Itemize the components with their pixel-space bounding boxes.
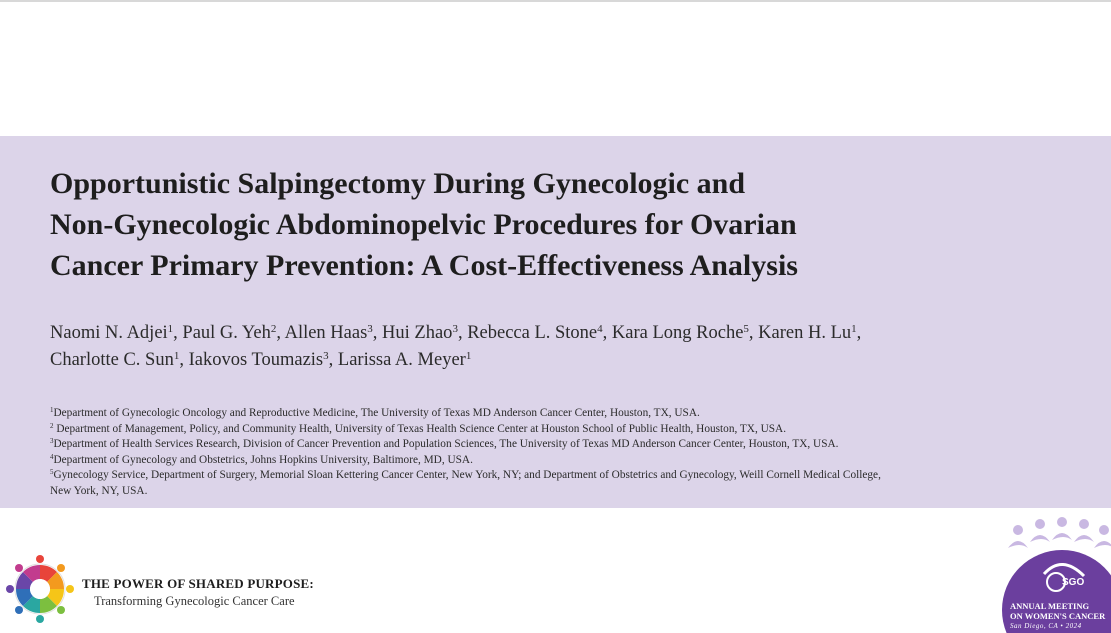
author-affiliation-mark: 4	[597, 323, 603, 335]
affiliation-item	[50, 484, 1090, 500]
affiliation-list	[50, 406, 1090, 499]
author-name: Charlotte C. Sun	[50, 350, 174, 370]
title-line: Cancer Primary Prevention: A Cost-Effectiveness Analysis	[50, 249, 798, 282]
author-affiliation-mark: 5	[743, 323, 749, 335]
sgo-line: ON WOMEN'S CANCER	[1010, 611, 1106, 621]
title-line: Opportunistic Salpingectomy During Gynecologic and	[50, 167, 746, 200]
author-separator: ,	[748, 323, 759, 343]
author-separator: ,	[602, 323, 612, 343]
sgo-line: San Diego, CA • 2024	[1010, 622, 1082, 630]
affiliation-number: 4	[50, 452, 54, 461]
author-separator: ,	[856, 323, 862, 343]
author-list	[50, 320, 1090, 374]
author-name: Allen Haas	[284, 323, 368, 343]
affiliation-number: 5	[50, 468, 54, 476]
author-name: Karen H. Lu	[758, 323, 852, 343]
author-separator: ,	[276, 323, 285, 343]
affiliation-text: New York, NY, USA.	[50, 484, 148, 497]
sgo-line: ANNUAL MEETING	[1010, 601, 1090, 611]
sgo-mark: SGO	[1062, 577, 1085, 588]
paper-title	[50, 163, 1050, 286]
footer-tagline	[82, 576, 314, 609]
title-line: Non-Gynecologic Abdominopelvic Procedures for Ovarian	[50, 208, 797, 241]
affiliation-text: Department of Gynecology and Obstetrics, Johns Hopkins University, Baltimore, MD, USA.	[53, 453, 473, 466]
author-line	[50, 347, 1090, 374]
author-affiliation-mark: 1	[173, 350, 180, 362]
affiliation-number: 2	[50, 421, 54, 430]
author-affiliation-mark: 2	[270, 323, 277, 335]
affiliation-text: Department of Health Services Research, Division of Cancer Prevention and Population Sciences, The University of Texas MD Anderson Cancer Center, Houston, TX, USA.	[53, 438, 839, 450]
author-separator: ,	[173, 323, 183, 343]
author-separator: ,	[328, 350, 338, 370]
author-name: Hui Zhao	[382, 323, 453, 343]
author-separator: ,	[179, 350, 189, 370]
author-name: Larissa A. Meyer	[337, 350, 466, 370]
author-affiliation-mark: 3	[452, 323, 458, 335]
author-affiliation-mark: 1	[465, 350, 472, 362]
affiliation-item	[50, 453, 1090, 469]
sgo-meeting-text	[1010, 601, 1111, 631]
author-separator: ,	[372, 323, 383, 343]
author-separator: ,	[457, 323, 468, 343]
author-name: Rebecca L. Stone	[467, 323, 598, 343]
author-affiliation-mark: 3	[367, 323, 373, 335]
author-affiliation-mark: 1	[851, 323, 857, 335]
affiliation-item	[50, 422, 1090, 438]
affiliation-number: 1	[50, 406, 54, 414]
author-name: Paul G. Yeh	[182, 323, 271, 343]
author-affiliation-mark: 1	[167, 323, 174, 335]
shared-purpose-flower-logo	[4, 552, 76, 624]
tagline-sub: Transforming Gynecologic Cancer Care	[94, 594, 295, 608]
affiliation-item	[50, 468, 1090, 484]
affiliation-number: 3	[50, 437, 54, 445]
author-name: Kara Long Roche	[611, 323, 744, 343]
affiliation-item	[50, 437, 1090, 453]
affiliation-text: Gynecology Service, Department of Surgery, Memorial Sloan Kettering Cancer Center, New York, NY; and Department of Obstetrics and Gynecology, Weill Cornell Medical College,	[53, 469, 881, 481]
tagline-main: THE POWER OF SHARED PURPOSE:	[82, 576, 314, 591]
author-line	[50, 320, 1090, 347]
affiliation-text: Department of Management, Policy, and Community Health, University of Texas Health Science Center at Houston School of Public Health, Houston, TX, USA.	[53, 422, 787, 435]
author-affiliation-mark: 3	[323, 350, 329, 362]
top-rule	[0, 0, 1111, 2]
author-name: Naomi N. Adjei	[50, 323, 168, 343]
affiliation-item	[50, 406, 1090, 422]
author-name: Iakovos Toumazis	[188, 350, 324, 370]
affiliation-text: Department of Gynecologic Oncology and Reproductive Medicine, The University of Texas MD Anderson Cancer Center, Houston, TX, USA.	[53, 407, 700, 419]
